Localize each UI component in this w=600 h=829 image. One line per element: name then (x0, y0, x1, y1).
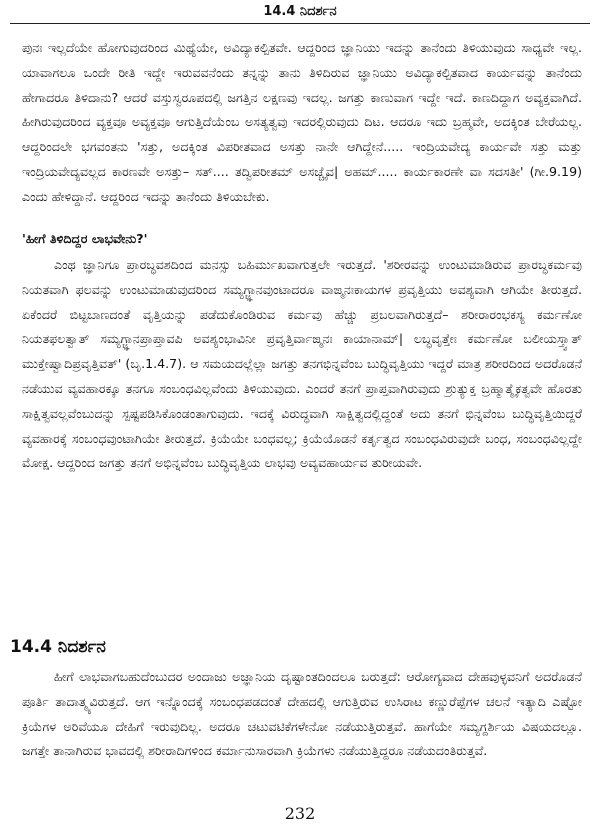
running-header: 14.4 ನಿದರ್ಶನ (263, 4, 337, 19)
bottom-text-block (22, 665, 582, 764)
paragraph: ಎಂಥ ಜ್ಞಾನಿಗೂ ಪ್ರಾರಬ್ಧವಶದಿಂದ ಮನಸ್ಸು ಬಹಿರ್ಮುಖವಾಗುತ್ತಲೇ ಇರುತ್ತದೆ. 'ಶರೀರವನ್ನು ಉಂಟುಮಾಡಿರುವ ಪ್ರಾರಬ್ಧಕರ್ಮವು ನಿಯತವಾಗಿ ಫಲವನ್ನು ಉಂಟುಮಾಡುವುದರಿಂದ ಸಮ್ಯಗ್ಜ್ಞಾನವುಂಟಾದರೂ ವಾಙ್ಮನಃಕಾಯಗಳ ಪ್ರವೃತ್ತಿಯು ಅವಶ್ಯವಾಗಿ ಆಗಿಯೇ ತೀರುತ್ತದೆ. ಏಕೆಂದರೆ ಬಿಟ್ಟಬಾಣದಂತೆ ವೃತ್ತಿಯನ್ನು ಪಡೆದುಕೊಂಡಿರುವ ಕರ್ಮವು ಹೆಚ್ಚು ಪ್ರಬಲವಾಗಿರುತ್ತದೆ– ಶರೀರಾರಂಭಕಸ್ಯ ಕರ್ಮಣೋ ನಿಯತಫಲತ್ವಾತ್ ಸಮ್ಯಗ್ಜ್ಞಾನಪ್ರಾಪ್ತಾವಪಿ ಅವಶ್ಯಂಭಾವಿನೀ ಪ್ರವೃತ್ತಿರ್ವಾಙ್ಮನಃ ಕಾಯಾನಾಮ್| ಲಬ್ಧವೃತ್ತೇಃ ಕರ್ಮಣೋ ಬಲೀಯಸ್ತ್ವಾತ್ ಮುಕ್ತೇಷ್ವಾದಿಪ್ರವೃತ್ತಿವತ್' (ಬೃ.1.4.7). ಆ ಸಮಯದಲ್ಲೆಲ್ಲಾ ಜಗತ್ತು ತನಗಭಿನ್ನವೆಂಬ ಬುದ್ಧಿವೃತ್ತಿಯು ಇದ್ದರೆ ಮಾತ್ರ ಶರೀರದಿಂದ ಅದರೊಡನೆ ನಡೆಯುವ ವ್ಯವಹಾರಕ್ಕೂ ತನಗೂ ಸಂಬಂಧವಿಲ್ಲವೆಂದು ತಿಳಿಯುವುದು. ಎಂದರೆ ತನಗೆ ಪ್ರಾಪ್ತವಾಗಿರುವುದು ಶ್ರುತ್ಯುಕ್ತ ಬ್ರಹ್ಮಾತ್ಮೈಕತ್ವವೇ ಹೊರತು ಸಾಕ್ಷಿತ್ವವಲ್ಲವೆಂಬುದನ್ನು ಸ್ಪಷ್ಟಪಡಿಸಿಕೊಂಡಂತಾಗುವುದು. ಇದಕ್ಕೆ ವಿರುದ್ಧವಾಗಿ ಸಾಕ್ಷಿತ್ವದಲ್ಲಿದ್ದಂತೆ ಅದು ತನಗೆ ಭಿನ್ನವೆಂಬ ಬುದ್ಧಿವೃತ್ತಿಯಿದ್ದರೆ ವ್ಯವಹಾರಕ್ಕೆ ಸಂಬಂಧವುಂಟಾಗಿಯೇ ತೀರುತ್ತದೆ. ಕ್ರಿಯೆಯೇ ಬಂಧವಲ್ಲ; ಕ್ರಿಯೆಯೊಡನೆ ಕರ್ತೃತ್ವದ ಸಂಬಂಧವಿರುವುದೇ ಬಂಧ, ಸಂಬಂಧವಿಲ್ಲದ್ದೇ ಮೋಕ್ಷ. ಆದ್ದರಿಂದ ಜಗತ್ತು ತನಗೆ ಅಭಿನ್ನವೆಂಬ ಬುದ್ಧಿವೃತ್ತಿಯ ಲಾಭವು ಅವ್ಯವಹಾರ್ಯವ ತುರೀಯವೇ. (22, 257, 582, 471)
subheading: 'ಹೀಗೆ ತಿಳಿದಿದ್ದರ ಲಾಭವೇನು?' (22, 231, 148, 246)
paragraph: ಹೀಗೆ ಲಾಭವಾಗಬಹುದೆಂಬುದರ ಅಂದಾಜು ಅಜ್ಞಾನಿಯ ದೃಷ್ಟಾಂತದಿಂದಲೂ ಬರುತ್ತದೆ: ಆರೋಗ್ಯವಾದ ದೇಹವುಳ್ಳವನಿಗೆ ಅದರೊಡನೆ ಪೂರ್ತಿ ತಾದಾತ್ಮ್ಯವಿರುತ್ತದೆ. ಆಗ ಇನ್ನೊಂದಕ್ಕೆ ಸಂಬಂಧಪಡದಂತೆ ದೇಹದಲ್ಲಿ ಆಗುತ್ತಿರುವ ಉಸಿರಾಟ ಕಣ್ಣುರೆಪ್ಪೆಗಳ ಚಲನೆ ಇತ್ಯಾದಿ ಎಷ್ಟೋ ಕ್ರಿಯೆಗಳ ಅರಿವೆಯೂ ದೇಹಿಗೆ ಇರುವುದಿಲ್ಲ. ಅದರೂ ಚಟುವಟಿಕೆಗಳೇನೋ ನಡೆಯುತ್ತಿರುತ್ತವೆ. ಹಾಗೆಯೇ ಸಮ್ಯಗ್ದರ್ಶಿಯ ವಿಷಯದಲ್ಲೂ. ಜಗತ್ತೇ ತಾನಾಗಿರುವ ಭಾವದಲ್ಲಿ ಶರೀರಾದಿಗಳಿಂದ ಕರ್ಮಾನುಸಾರವಾಗಿ ಕ್ರಿಯೆಗಳು ನಡೆಯುತ್ತಿದ್ದರೂ ನಡೆಯದಂತಿರುತ್ತವೆ. (22, 669, 582, 759)
paragraph: ಪುನಃ ಇಲ್ಲದೆಯೇ ಹೋಗುವುದರಿಂದ ಮಿಥ್ಯೆಯೇ, ಅವಿದ್ಯಾಕಲ್ಪಿತವೇ. ಆದ್ದರಿಂದ ಜ್ಞಾನಿಯು ಇದನ್ನು ತಾನೆಂದು ತಿಳಿಯುವುದು ಸಾಧ್ಯವೇ ಇಲ್ಲ. ಯಾವಾಗಲೂ ಒಂದೇ ರೀತಿ ಇದ್ದೇ ಇರುವವನೆಂದು ತನ್ನನ್ನು ತಾನು ತಿಳಿದಿರುವ ಜ್ಞಾನಿಯು ಅವಿದ್ಯಾಕಲ್ಪಿತವಾದ ಕಾರ್ಯವನ್ನು ತಾನೆಂದು ಹೇಗಾದರೂ ತಿಳಿದಾನು? ಆದರೆ ವಸ್ತುಸ್ವರೂಪದಲ್ಲಿ ಜಗತ್ತಿನ ಲಕ್ಷಣವು ಇದಲ್ಲ. ಜಗತ್ತು ಕಾಣುವಾಗ ಇದ್ದೇ ಇದೆ. ಕಾಣದಿದ್ದಾಗ ಅವ್ಯಕ್ತವಾಗಿದೆ. ಹೀಗಿರುವುದರಿಂದ ವ್ಯಕ್ತವೂ ಅವ್ಯಕ್ತವೂ ಆಗುತ್ತಿದೆಯೆಂಬ ಅಸತ್ಯತ್ವವು ಇದರಲ್ಲಿರುವುದು ದಿಟ. ಆದರೂ ಇದು ಬ್ರಹ್ಮವೇ, ಅದಕ್ಕಿಂತ ಬೇರೆಯಲ್ಲ. ಆದ್ದರಿಂದಲೇ ಭಗವಂತನು 'ಸತ್ತು, ಅದಕ್ಕಿಂತ ವಿಪರೀತವಾದ ಅಸತ್ತು ನಾನೇ ಆಗಿದ್ದೇನೆ..... ಇಂದ್ರಿಯವೇದ್ಯ ಕಾರ್ಯವೇ ಸತ್ತು ಮತ್ತು ಇಂದ್ರಿಯವೇದ್ಯವಲ್ಲದ ಕಾರಣವೇ ಅಸತ್ತು– ಸತ್.... ತದ್ವಿಪರೀತಮ್ ಅಸಚ್ಚೈವ| ಅಹಮ್..... ಕಾರ್ಯಕಾರಣೇ ವಾ ಸದಸತೀ' (ಗೀ.9.19) ಎಂದು ಹೇಳಿದ್ದಾನೆ. ಆದ್ದರಿಂದ ಇದನ್ನು ತಾನೆಂದು ತಿಳಿಯಬೇಕು. (22, 40, 582, 204)
header-rule (10, 23, 590, 24)
middle-text-block (22, 253, 582, 476)
page-number: 232 (284, 804, 316, 823)
section-heading: 14.4 ನಿದರ್ಶನ (10, 637, 106, 657)
top-text-block (22, 36, 582, 210)
